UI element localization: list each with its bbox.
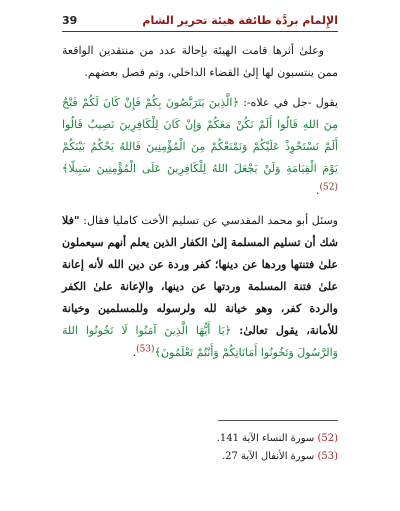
paragraph-1: وعلىٰ أثرها قامت الهيئة بإحالة عدد من منتقدين الواقعة ممن ينتسبون لها إلىٰ القضاء الداخلي، وتم فصل بعضهم. <box>62 44 338 79</box>
footnote-number: (53) <box>317 451 338 462</box>
sentence-end: . <box>132 346 137 359</box>
footnote-ref-52[interactable]: (52) <box>319 182 338 193</box>
paragraph-3 <box>62 210 338 364</box>
main-text <box>62 40 338 372</box>
paragraph-2: يقول -جل في علاه-: ﴿الَّذِينَ يَتَرَبَّصُونَ بِكُمْ فَإِنْ كَانَ لَكُمْ فَتْحٌ مِنَ اللهِ قَالُوا أَلَمْ نَكُنْ مَعَكُمْ وَإِنْ كَانَ لِلْكَافِرِينَ نَصِيبٌ قَالُوا أَلَمْ نَسْتَحْوِذْ عَلَيْكُمْ وَنَمْنَعْكُمْ مِنَ الْمُؤْمِنِينَ فَاللهُ يَحْكُمُ بَيْنَكُمْ يَوْمَ الْقِيَامَةِ وَلَنْ يَجْعَلَ اللهُ لِلْكَافِرِينَ عَلَى الْمُؤْمِنِينَ سَبِيلًا﴾$^{(52)}$. <box>62 96 339 197</box>
verse-intro: يقول -جل في علاه-: <box>238 96 339 109</box>
quran-verse: ﴿الَّذِينَ يَتَرَبَّصُونَ بِكُمْ فَإِنْ كَانَ لَكُمْ فَتْحٌ مِنَ اللهِ قَالُوا أَلَمْ نَكُنْ مَعَكُمْ وَإِنْ كَانَ لِلْكَافِرِينَ نَصِيبٌ قَالُوا أَلَمْ نَسْتَحْوِذْ عَلَيْكُمْ وَنَمْنَعْكُمْ مِنَ الْمُؤْمِنِينَ فَاللهُ يَحْكُمُ بَيْنَكُمْ يَوْمَ الْقِيَامَةِ وَلَنْ يَجْعَلَ اللهُ لِلْكَافِرِينَ عَلَى الْمُؤْمِنِينَ سَبِيلًا﴾ <box>62 96 338 175</box>
quoted-answer: "فلا شك أن تسليم المسلمة إلىٰ الكفار الذين يعلم أنهم سيعملون علىٰ فتنتها وردها عن دينها؛ كفر وردة عن دين الله لأنه إعانة علىٰ فتنة المسلمة وردتها عن دينها، والإعانة علىٰ الكفر والردة كفر، وهو خيانة لله ولرسوله وللمسلمين وخيانة للأمانة، يقول تعالىٰ: <box>62 214 338 337</box>
footnote-number: (52) <box>317 433 338 444</box>
footnote-text: سورة الأنفال الآية 27. <box>221 451 318 462</box>
footnotes <box>62 430 338 466</box>
footnote-52 <box>62 430 338 448</box>
running-header <box>62 10 338 30</box>
footnote-53 <box>62 448 338 466</box>
question-intro: وسئل أبو محمد المقدسي عن تسليم الأخت كامليا فقال: <box>79 214 338 227</box>
page-number: 39 <box>62 13 78 27</box>
quran-verse-2: ﴿يَا أَيُّهَا الَّذِينَ آمَنُوا لَا تَخُونُوا اللهَ وَالرَّسُولَ وَتَخُونُوا أَمَانَاتِكُمْ وَأَنْتُمْ تَعْلَمُونَ﴾ <box>62 324 338 359</box>
footnote-text: سورة النساء الآية 141. <box>216 433 318 444</box>
running-title: الإِلمام بردَّة طائفة هيئة تحرير الشام <box>142 13 338 27</box>
footnote-ref-53[interactable]: (53) <box>136 344 155 355</box>
header-rule <box>62 31 338 32</box>
footnote-separator <box>218 420 338 421</box>
